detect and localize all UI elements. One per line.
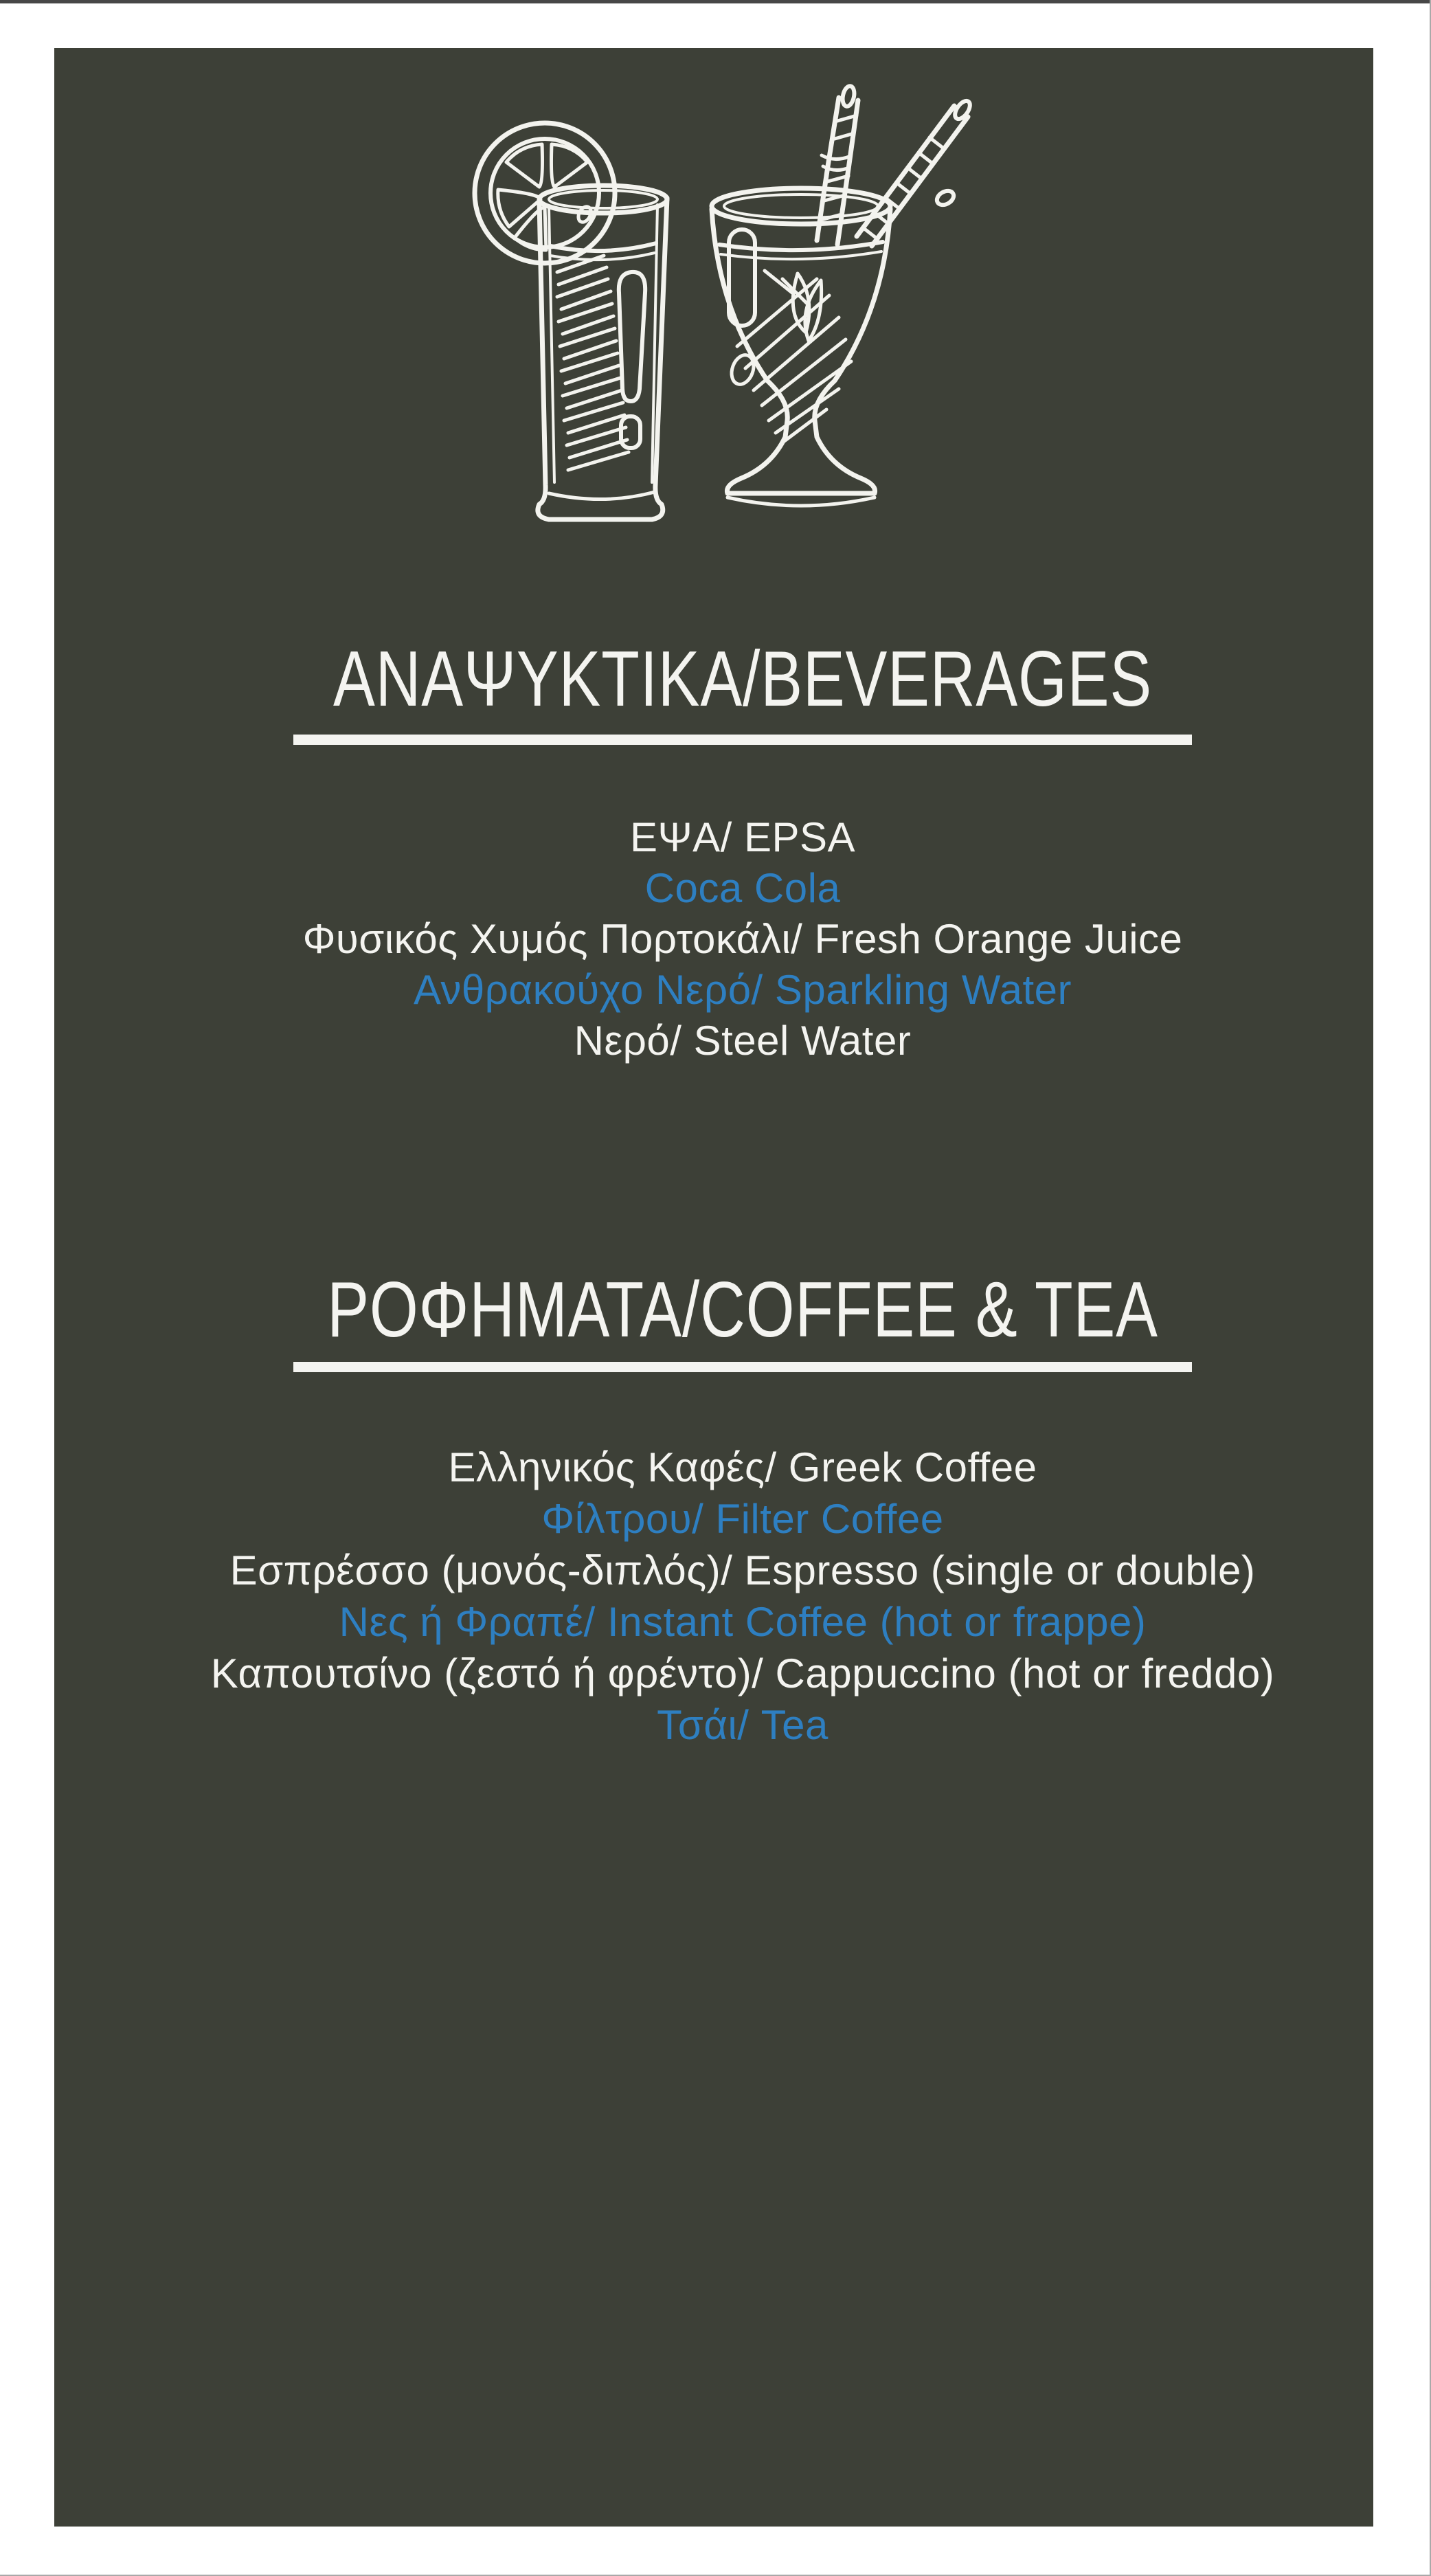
menu-item: Coca Cola	[644, 865, 841, 911]
title-underline	[293, 1362, 1192, 1372]
page-top-strip	[0, 0, 1431, 3]
menu-item: Εσπρέσσο (μονός-διπλός)/ Espresso (single or double)	[229, 1547, 1256, 1593]
menu-content	[83, 48, 1402, 2527]
menu-item: Φίλτρου/ Filter Coffee	[541, 1496, 944, 1542]
title-underline	[293, 735, 1192, 745]
menu-panel	[54, 48, 1373, 2527]
menu-item: Φυσικός Χυμός Πορτοκάλι/ Fresh Orange Juice	[302, 916, 1183, 962]
coffee-tea-item-list	[83, 1442, 1402, 1751]
beverages-item-list	[83, 812, 1402, 1066]
menu-item: ΕΨΑ/ EPSA	[629, 814, 856, 860]
section-title-beverages: ΑΝΑΨΥΚΤΙΚΑ/BEVERAGES	[333, 636, 1153, 723]
menu-item: Ελληνικός Καφές/ Greek Coffee	[448, 1444, 1037, 1490]
menu-item: Καπουτσίνο (ζεστό ή φρέντο)/ Cappuccino (hot or freddo)	[210, 1650, 1275, 1696]
menu-item: Τσάι/ Tea	[657, 1702, 829, 1748]
menu-item: Ανθρακούχο Νερό/ Sparkling Water	[413, 967, 1072, 1013]
menu-item: Νες ή Φραπέ/ Instant Coffee (hot or frappe)	[339, 1599, 1147, 1645]
section-title-coffee-tea: ΡΟΦΗΜΑΤΑ/COFFEE & TEA	[327, 1266, 1158, 1354]
menu-item: Νερό/ Steel Water	[574, 1018, 912, 1064]
